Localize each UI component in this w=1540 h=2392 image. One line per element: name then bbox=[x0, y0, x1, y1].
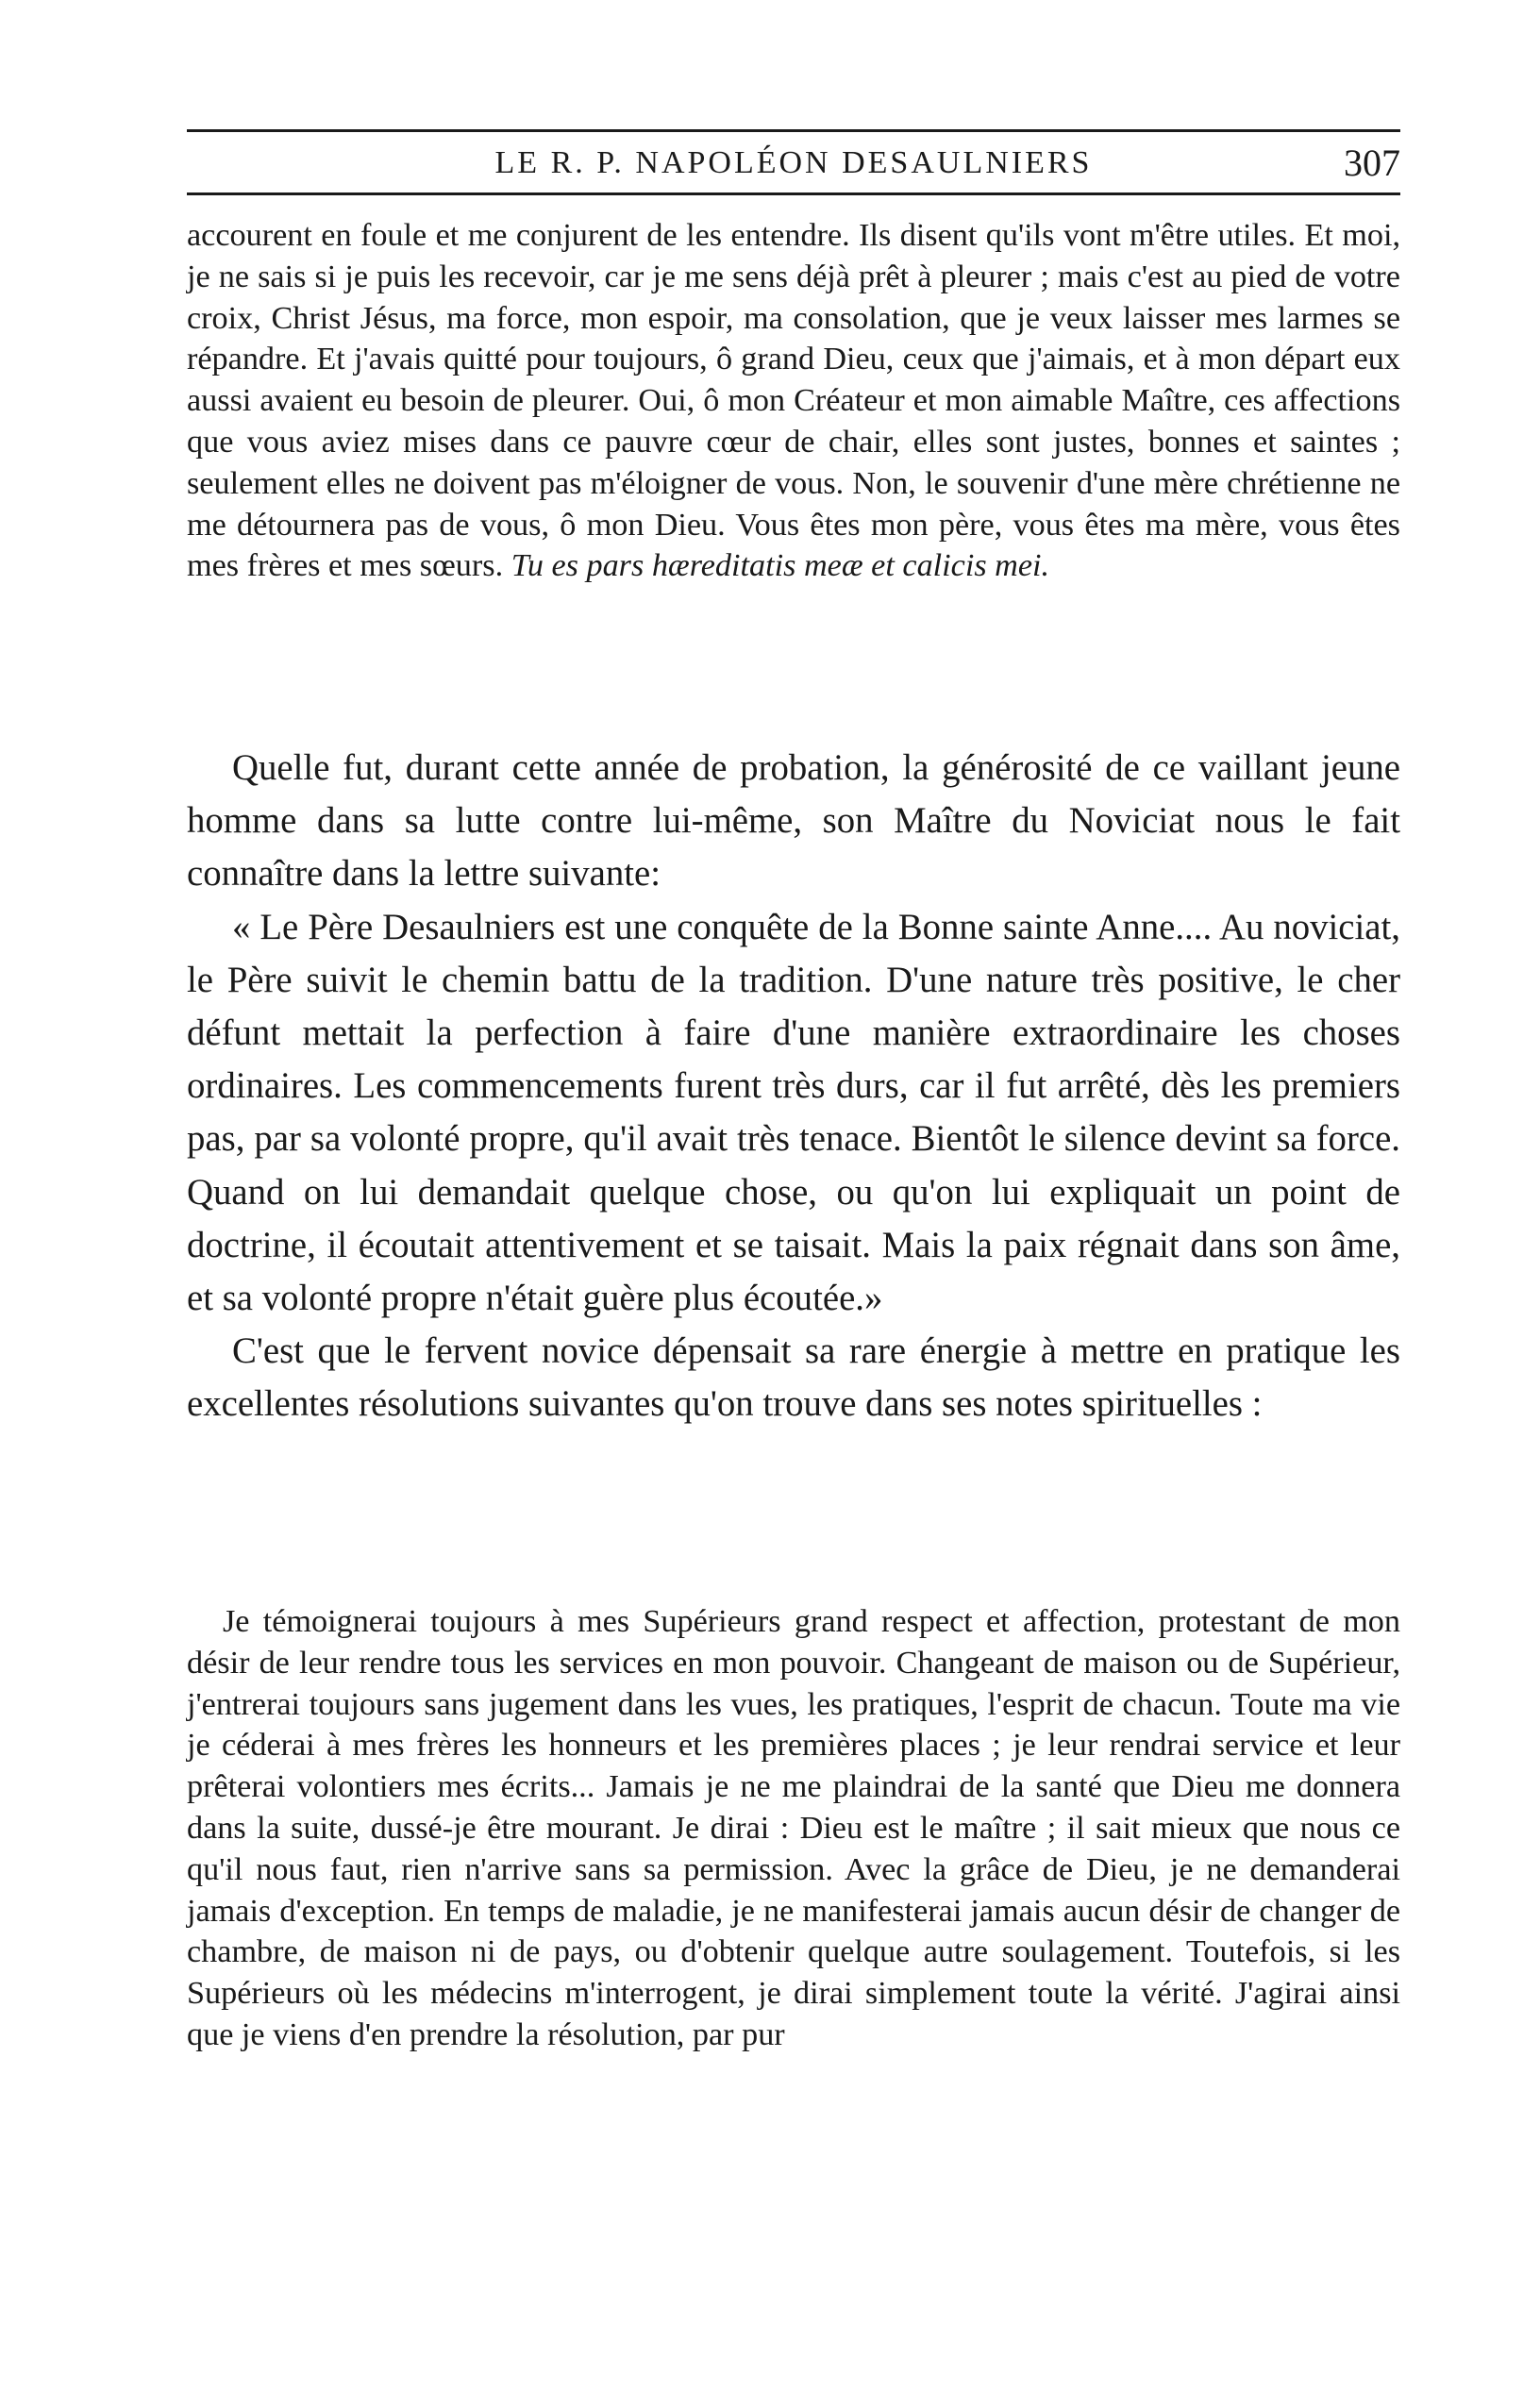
main-body-block bbox=[187, 742, 1400, 1431]
letter-continued-block bbox=[187, 215, 1400, 587]
body-paragraph-1: Quelle fut, durant cette année de probation, la générosité de ce vaillant jeune homme dans sa lutte contre lui-même, son Maître du Noviciat nous le fait connaître dans la lettre suivante: bbox=[187, 747, 1400, 895]
running-head bbox=[187, 140, 1400, 187]
letter-continued-paragraph bbox=[187, 215, 1400, 587]
resolutions-block bbox=[187, 1601, 1400, 2056]
page-number: 307 bbox=[1344, 142, 1400, 184]
header-rule-bottom bbox=[187, 192, 1400, 195]
body-paragraph-2-novice-master-letter: « Le Père Desaulniers est une conquête de la Bonne sainte Anne.... Au noviciat, le Père suivit le chemin battu de la tradition. D'une nature très positive, le cher défunt mettait la perfection à faire d'une manière extraordinaire les choses ordinaires. Les commencements furent très durs, car il fut arrêté, dès les premiers pas, par sa volonté propre, qu'il avait très tenace. Bientôt le silence devint sa force. Quand on lui demandait quelque chose, ou qu'on lui expliquait un point de doctrine, il écoutait attentivement et se taisait. Mais la paix régnait dans son âme, et sa volonté propre n'était guère plus écoutée.» bbox=[187, 906, 1400, 1319]
letter-continued-text: accourent en foule et me conjurent de les entendre. Ils disent qu'ils vont m'être utiles. Et moi, je ne sais si je puis les recevoir, car je me sens déjà prêt à pleurer ; mais c'est au pied de votre croix, Christ Jésus, ma force, mon espoir, ma consolation, que je veux laisser mes larmes se répandre. Et j'avais quitté pour toujours, ô grand Dieu, ceux que j'aimais, et à mon départ eux aussi avaient eu besoin de pleurer. Oui, ô mon Créateur et mon aimable Maître, ces affections que vous aviez mises dans ce pauvre cœur de chair, elles sont justes, bonnes et saintes ; seulement elles ne doivent pas m'éloigner de vous. Non, le souvenir d'une mère chrétienne ne me détournera pas de vous, ô mon Dieu. Vous êtes mon père, vous êtes ma mère, vous êtes mes frères et mes sœurs. bbox=[187, 218, 1400, 584]
resolutions-paragraph: Je témoignerai toujours à mes Supérieurs grand respect et affection, protestant de mon désir de leur rendre tous les services en mon pouvoir. Changeant de maison ou de Supérieur, j'entrerai toujours sans jugement dans les vues, les pratiques, l'esprit de chacun. Toute ma vie je céderai à mes frères les honneurs et les premières places ; je leur rendrai service et leur prêterai volontiers mes écrits... Jamais je ne me plaindrai de la santé que Dieu me donnera dans la suite, dussé-je être mourant. Je dirai : Dieu est le maître ; il sait mieux que nous ce qu'il nous faut, rien n'arrive sans sa permission. Avec la grâce de Dieu, je ne demanderai jamais d'exception. En temps de maladie, je ne manifesterai jamais aucun désir de changer de chambre, de maison ni de pays, ou d'obtenir quelque autre soulagement. Toutefois, si les Supérieurs où les médecins m'interrogent, je dirai simplement toute la vérité. J'agirai ainsi que je viens d'en prendre la résolution, par pur bbox=[187, 1604, 1400, 2052]
latin-quote: Tu es pars hæreditatis meæ et calicis mei. bbox=[511, 548, 1050, 584]
running-title: LE R. P. NAPOLÉON DESAULNIERS bbox=[494, 145, 1093, 180]
header-rule-top bbox=[187, 129, 1400, 132]
body-paragraph-3: C'est que le fervent novice dépensait sa rare énergie à mettre en pratique les excellentes résolutions suivantes qu'on trouve dans ses notes spirituelles : bbox=[187, 1330, 1400, 1425]
